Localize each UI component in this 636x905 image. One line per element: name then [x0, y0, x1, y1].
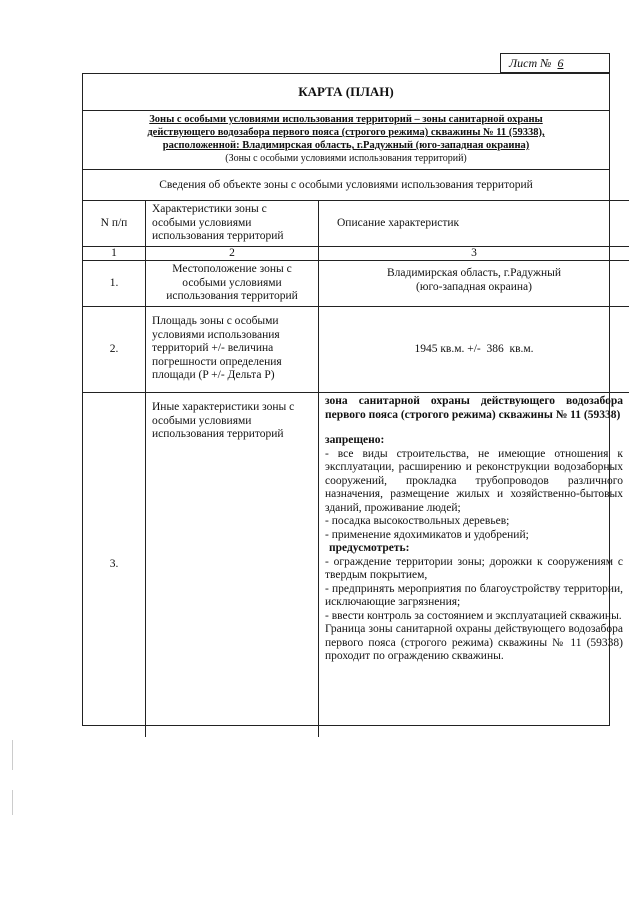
zone-heading: зона санитарной охраны действующего водозабора первого пояса (строгого режима) скважины № 11 (59338) — [325, 395, 623, 421]
row-1-description-line-2: (юго-западная окраина) — [416, 280, 532, 293]
provide-item: - предпринять мероприятия по благоустройству территории, исключающие загрязнения; — [325, 582, 623, 608]
table-row — [83, 307, 629, 393]
row-3-description — [319, 393, 630, 737]
row-1-characteristic: Местоположение зоны с особыми условиями использования территорий — [146, 261, 319, 307]
table-col-number-row — [83, 246, 629, 261]
provide-item: - ограждение территории зоны; дорожки к сооружениям с твердым покрытием, — [325, 555, 623, 581]
table-header-row — [83, 201, 629, 247]
col-number-2: 2 — [146, 246, 319, 261]
scan-margin-mark — [12, 740, 13, 770]
prohibited-label: запрещено: — [325, 434, 385, 446]
zone-header-line-2: действующего водозабора первого пояса (строгого режима) скважины № 11 (59338), — [147, 127, 545, 138]
scan-margin-mark — [12, 790, 13, 815]
row-2-num: 2. — [83, 307, 146, 393]
zone-header-line-3: расположенной: Владимирская область, г.Радужный (юго-западная окраина) — [162, 140, 530, 151]
zone-header — [83, 110, 609, 170]
prohibited-item: - применение ядохимикатов и удобрений; — [325, 528, 529, 541]
col-number-1: 1 — [83, 246, 146, 261]
row-1-num: 1. — [83, 261, 146, 307]
sheet-label: Лист № — [509, 55, 552, 70]
info-title: Сведения об объекте зоны с особыми условиями использования территорий — [83, 170, 609, 201]
row-2-description: 1945 кв.м. +/- 386 кв.м. — [319, 307, 630, 393]
document-frame — [82, 73, 623, 726]
prohibited-item: - посадка высокоствольных деревьев; — [325, 515, 510, 527]
provide-item: - ввести контроль за состоянием и эксплуатацией скважины. — [325, 609, 622, 622]
zone-header-subtitle: (Зоны с особыми условиями использования территорий) — [225, 153, 467, 164]
boundary-text: Граница зоны санитарной охраны действующего водозабора первого пояса (строгого режима) скважины № 11 (59338) проходит по ограждению скважины. — [325, 623, 623, 662]
row-1-description — [319, 261, 630, 307]
row-2-characteristic: Площадь зоны с особыми условиями использования территорий +/- величина погрешности определения площади (P +/- Дельта P) — [146, 307, 319, 393]
table-row — [83, 261, 629, 307]
row-1-description-line-1: Владимирская область, г.Радужный — [387, 267, 561, 279]
header-description: Описание характеристик — [319, 201, 630, 247]
header-num: N п/п — [83, 201, 146, 247]
table-row — [83, 393, 629, 737]
provide-label: предусмотреть: — [329, 542, 410, 554]
row-3-characteristic: Иные характеристики зоны с особыми условиями использования территорий — [146, 393, 319, 737]
zone-header-line-1: Зоны с особыми условиями использования территорий – зоны санитарной охраны — [149, 114, 543, 125]
characteristics-table — [83, 200, 629, 737]
prohibited-item: - все виды строительства, не имеющие отношения к эксплуатации, расширению и реконструкции водозаборных сооружений, прокладка трубопроводов различного назначения, размещение жилых и хозяйственно-бытовых зданий, проживание людей; — [325, 447, 623, 514]
sheet-number: 6 — [557, 55, 564, 70]
col-number-3: 3 — [319, 246, 630, 261]
sheet-number-box — [500, 53, 610, 73]
header-characteristic: Характеристики зоны с особыми условиями использования территорий — [146, 201, 319, 247]
document-title: КАРТА (ПЛАН) — [83, 74, 609, 111]
row-3-num: 3. — [83, 393, 146, 737]
